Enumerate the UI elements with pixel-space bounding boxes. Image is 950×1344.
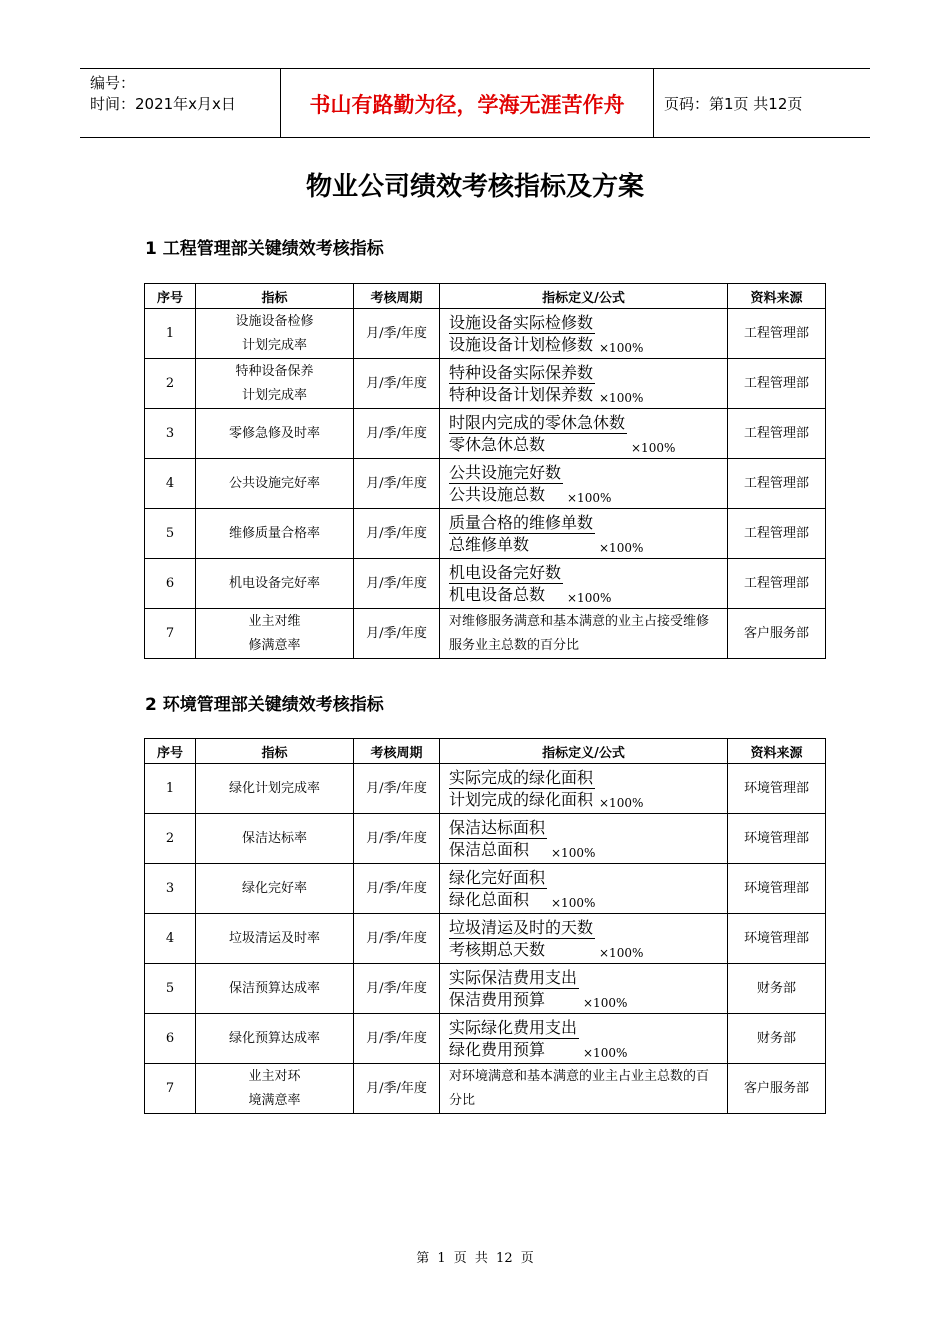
formula-fraction (449, 312, 595, 355)
formula-fraction (449, 512, 595, 555)
formula-numerator: 质量合格的维修单数 (449, 513, 594, 532)
definition-formula (440, 964, 728, 1014)
formula-numerator: 机电设备完好数 (449, 563, 562, 582)
review-cycle: 月/季/年度 (354, 309, 440, 359)
definition-formula (440, 914, 728, 964)
indicator-name: 公共设施完好率 (196, 459, 354, 509)
row-number: 1 (145, 309, 196, 359)
formula-multiplier: ×100% (631, 441, 676, 455)
col-header-no: 序号 (145, 739, 196, 764)
col-header-cycle: 考核周期 (354, 284, 440, 309)
definition-formula (440, 1014, 728, 1064)
formula-denominator: 绿化费用预算 (449, 1040, 546, 1059)
review-cycle: 月/季/年度 (354, 459, 440, 509)
formula-fraction (449, 817, 547, 860)
table-header-row (145, 739, 826, 764)
header-motto: 书山有路勤为径，学海无涯苦作舟 (281, 69, 654, 137)
review-cycle: 月/季/年度 (354, 509, 440, 559)
document-title: 物业公司绩效考核指标及方案 (305, 172, 644, 202)
formula-multiplier: ×100% (599, 341, 644, 355)
formula-numerator: 实际完成的绿化面积 (449, 768, 594, 787)
table-row (145, 864, 826, 914)
formula-fraction (449, 562, 563, 605)
data-source: 工程管理部 (728, 409, 826, 459)
table-row (145, 964, 826, 1014)
table-row (145, 459, 826, 509)
formula-denominator: 公共设施总数 (449, 485, 546, 504)
col-header-indicator: 指标 (196, 284, 354, 309)
review-cycle: 月/季/年度 (354, 964, 440, 1014)
kpi-table-environment (144, 738, 826, 1114)
formula-numerator: 垃圾清运及时的天数 (449, 918, 594, 937)
col-header-no: 序号 (145, 284, 196, 309)
section-heading-environment: 2 环境管理部关键绩效考核指标 (145, 695, 384, 715)
formula-fraction (449, 1017, 579, 1060)
data-source: 工程管理部 (728, 459, 826, 509)
formula-numerator: 实际绿化费用支出 (449, 1018, 578, 1037)
formula-fraction (449, 412, 627, 455)
kpi-table-engineering (144, 283, 826, 659)
col-header-source: 资料来源 (728, 284, 826, 309)
page-footer: 第 1 页 共 12 页 (416, 1251, 534, 1266)
definition-formula (440, 609, 728, 659)
definition-formula (440, 764, 728, 814)
row-number: 1 (145, 764, 196, 814)
formula-denominator: 保洁费用预算 (449, 990, 546, 1009)
indicator-name: 特种设备保养 计划完成率 (196, 359, 354, 409)
data-source: 客户服务部 (728, 609, 826, 659)
review-cycle: 月/季/年度 (354, 559, 440, 609)
formula-numerator: 绿化完好面积 (449, 868, 546, 887)
row-number: 5 (145, 509, 196, 559)
data-source: 工程管理部 (728, 559, 826, 609)
definition-text: 对环境满意和基本满意的业主占业主总数的百分比 (449, 1068, 710, 1108)
indicator-name: 零修急修及时率 (196, 409, 354, 459)
table-row (145, 559, 826, 609)
formula-numerator: 实际保洁费用支出 (449, 968, 578, 987)
col-header-definition: 指标定义/公式 (440, 739, 728, 764)
definition-formula (440, 559, 728, 609)
indicator-name: 业主对环 境满意率 (196, 1064, 354, 1114)
table-header-row (145, 284, 826, 309)
definition-text: 对维修服务满意和基本满意的业主占接受维修服务业主总数的百分比 (449, 613, 710, 653)
indicator-name: 绿化完好率 (196, 864, 354, 914)
review-cycle: 月/季/年度 (354, 764, 440, 814)
row-number: 7 (145, 609, 196, 659)
formula-multiplier: ×100% (567, 491, 612, 505)
row-number: 4 (145, 914, 196, 964)
time-label: 时间：2021年x月x日 (90, 95, 236, 113)
row-number: 5 (145, 964, 196, 1014)
review-cycle: 月/季/年度 (354, 814, 440, 864)
row-number: 4 (145, 459, 196, 509)
data-source: 环境管理部 (728, 764, 826, 814)
col-header-definition: 指标定义/公式 (440, 284, 728, 309)
data-source: 环境管理部 (728, 864, 826, 914)
row-number: 2 (145, 814, 196, 864)
table-row (145, 814, 826, 864)
formula-multiplier: ×100% (599, 946, 644, 960)
indicator-name: 绿化计划完成率 (196, 764, 354, 814)
table-row (145, 309, 826, 359)
formula-numerator: 时限内完成的零休急休数 (449, 413, 626, 432)
formula-fraction (449, 362, 595, 405)
formula-fraction (449, 767, 595, 810)
formula-multiplier: ×100% (599, 391, 644, 405)
definition-formula (440, 409, 728, 459)
table-row (145, 609, 826, 659)
data-source: 环境管理部 (728, 814, 826, 864)
indicator-name: 保洁达标率 (196, 814, 354, 864)
formula-multiplier: ×100% (583, 1046, 628, 1060)
row-number: 6 (145, 559, 196, 609)
row-number: 2 (145, 359, 196, 409)
indicator-name: 设施设备检修 计划完成率 (196, 309, 354, 359)
formula-numerator: 特种设备实际保养数 (449, 363, 594, 382)
formula-denominator: 总维修单数 (449, 535, 530, 554)
table-body (145, 764, 826, 1114)
table-row (145, 509, 826, 559)
definition-formula (440, 509, 728, 559)
table-body (145, 309, 826, 659)
section-heading-engineering: 1 工程管理部关键绩效考核指标 (145, 239, 384, 259)
code-label: 编号： (90, 74, 136, 92)
definition-formula (440, 459, 728, 509)
formula-multiplier: ×100% (599, 541, 644, 555)
data-source: 财务部 (728, 964, 826, 1014)
formula-numerator: 公共设施完好数 (449, 463, 562, 482)
data-source: 工程管理部 (728, 509, 826, 559)
header-meta (80, 69, 281, 137)
formula-multiplier: ×100% (599, 796, 644, 810)
formula-multiplier: ×100% (567, 591, 612, 605)
indicator-name: 机电设备完好率 (196, 559, 354, 609)
table-row (145, 359, 826, 409)
definition-formula (440, 309, 728, 359)
formula-multiplier: ×100% (551, 846, 596, 860)
indicator-name: 保洁预算达成率 (196, 964, 354, 1014)
row-number: 7 (145, 1064, 196, 1114)
col-header-cycle: 考核周期 (354, 739, 440, 764)
formula-fraction (449, 917, 595, 960)
data-source: 客户服务部 (728, 1064, 826, 1114)
data-source: 财务部 (728, 1014, 826, 1064)
formula-denominator: 考核期总天数 (449, 940, 546, 959)
review-cycle: 月/季/年度 (354, 1064, 440, 1114)
row-number: 3 (145, 864, 196, 914)
data-source: 环境管理部 (728, 914, 826, 964)
row-number: 3 (145, 409, 196, 459)
table-row (145, 1064, 826, 1114)
header-page-info: 页码：第1页 共12页 (664, 95, 803, 113)
data-source: 工程管理部 (728, 309, 826, 359)
review-cycle: 月/季/年度 (354, 409, 440, 459)
formula-fraction (449, 462, 563, 505)
formula-multiplier: ×100% (583, 996, 628, 1010)
table-row (145, 914, 826, 964)
review-cycle: 月/季/年度 (354, 359, 440, 409)
indicator-name: 业主对维 修满意率 (196, 609, 354, 659)
table-row (145, 1014, 826, 1064)
indicator-name: 维修质量合格率 (196, 509, 354, 559)
definition-formula (440, 864, 728, 914)
formula-numerator: 设施设备实际检修数 (449, 313, 594, 332)
page-header (80, 68, 870, 138)
formula-denominator: 特种设备计划保养数 (449, 385, 594, 404)
col-header-source: 资料来源 (728, 739, 826, 764)
formula-denominator: 零休急休总数 (449, 435, 546, 454)
col-header-indicator: 指标 (196, 739, 354, 764)
review-cycle: 月/季/年度 (354, 1014, 440, 1064)
formula-multiplier: ×100% (551, 896, 596, 910)
definition-formula (440, 1064, 728, 1114)
indicator-name: 绿化预算达成率 (196, 1014, 354, 1064)
formula-denominator: 设施设备计划检修数 (449, 335, 594, 354)
table-row (145, 409, 826, 459)
formula-numerator: 保洁达标面积 (449, 818, 546, 837)
indicator-name: 垃圾清运及时率 (196, 914, 354, 964)
review-cycle: 月/季/年度 (354, 864, 440, 914)
formula-denominator: 绿化总面积 (449, 890, 530, 909)
review-cycle: 月/季/年度 (354, 609, 440, 659)
formula-denominator: 计划完成的绿化面积 (449, 790, 594, 809)
formula-fraction (449, 867, 547, 910)
definition-formula (440, 359, 728, 409)
data-source: 工程管理部 (728, 359, 826, 409)
row-number: 6 (145, 1014, 196, 1064)
definition-formula (440, 814, 728, 864)
review-cycle: 月/季/年度 (354, 914, 440, 964)
formula-denominator: 保洁总面积 (449, 840, 530, 859)
table-row (145, 764, 826, 814)
formula-denominator: 机电设备总数 (449, 585, 546, 604)
formula-fraction (449, 967, 579, 1010)
